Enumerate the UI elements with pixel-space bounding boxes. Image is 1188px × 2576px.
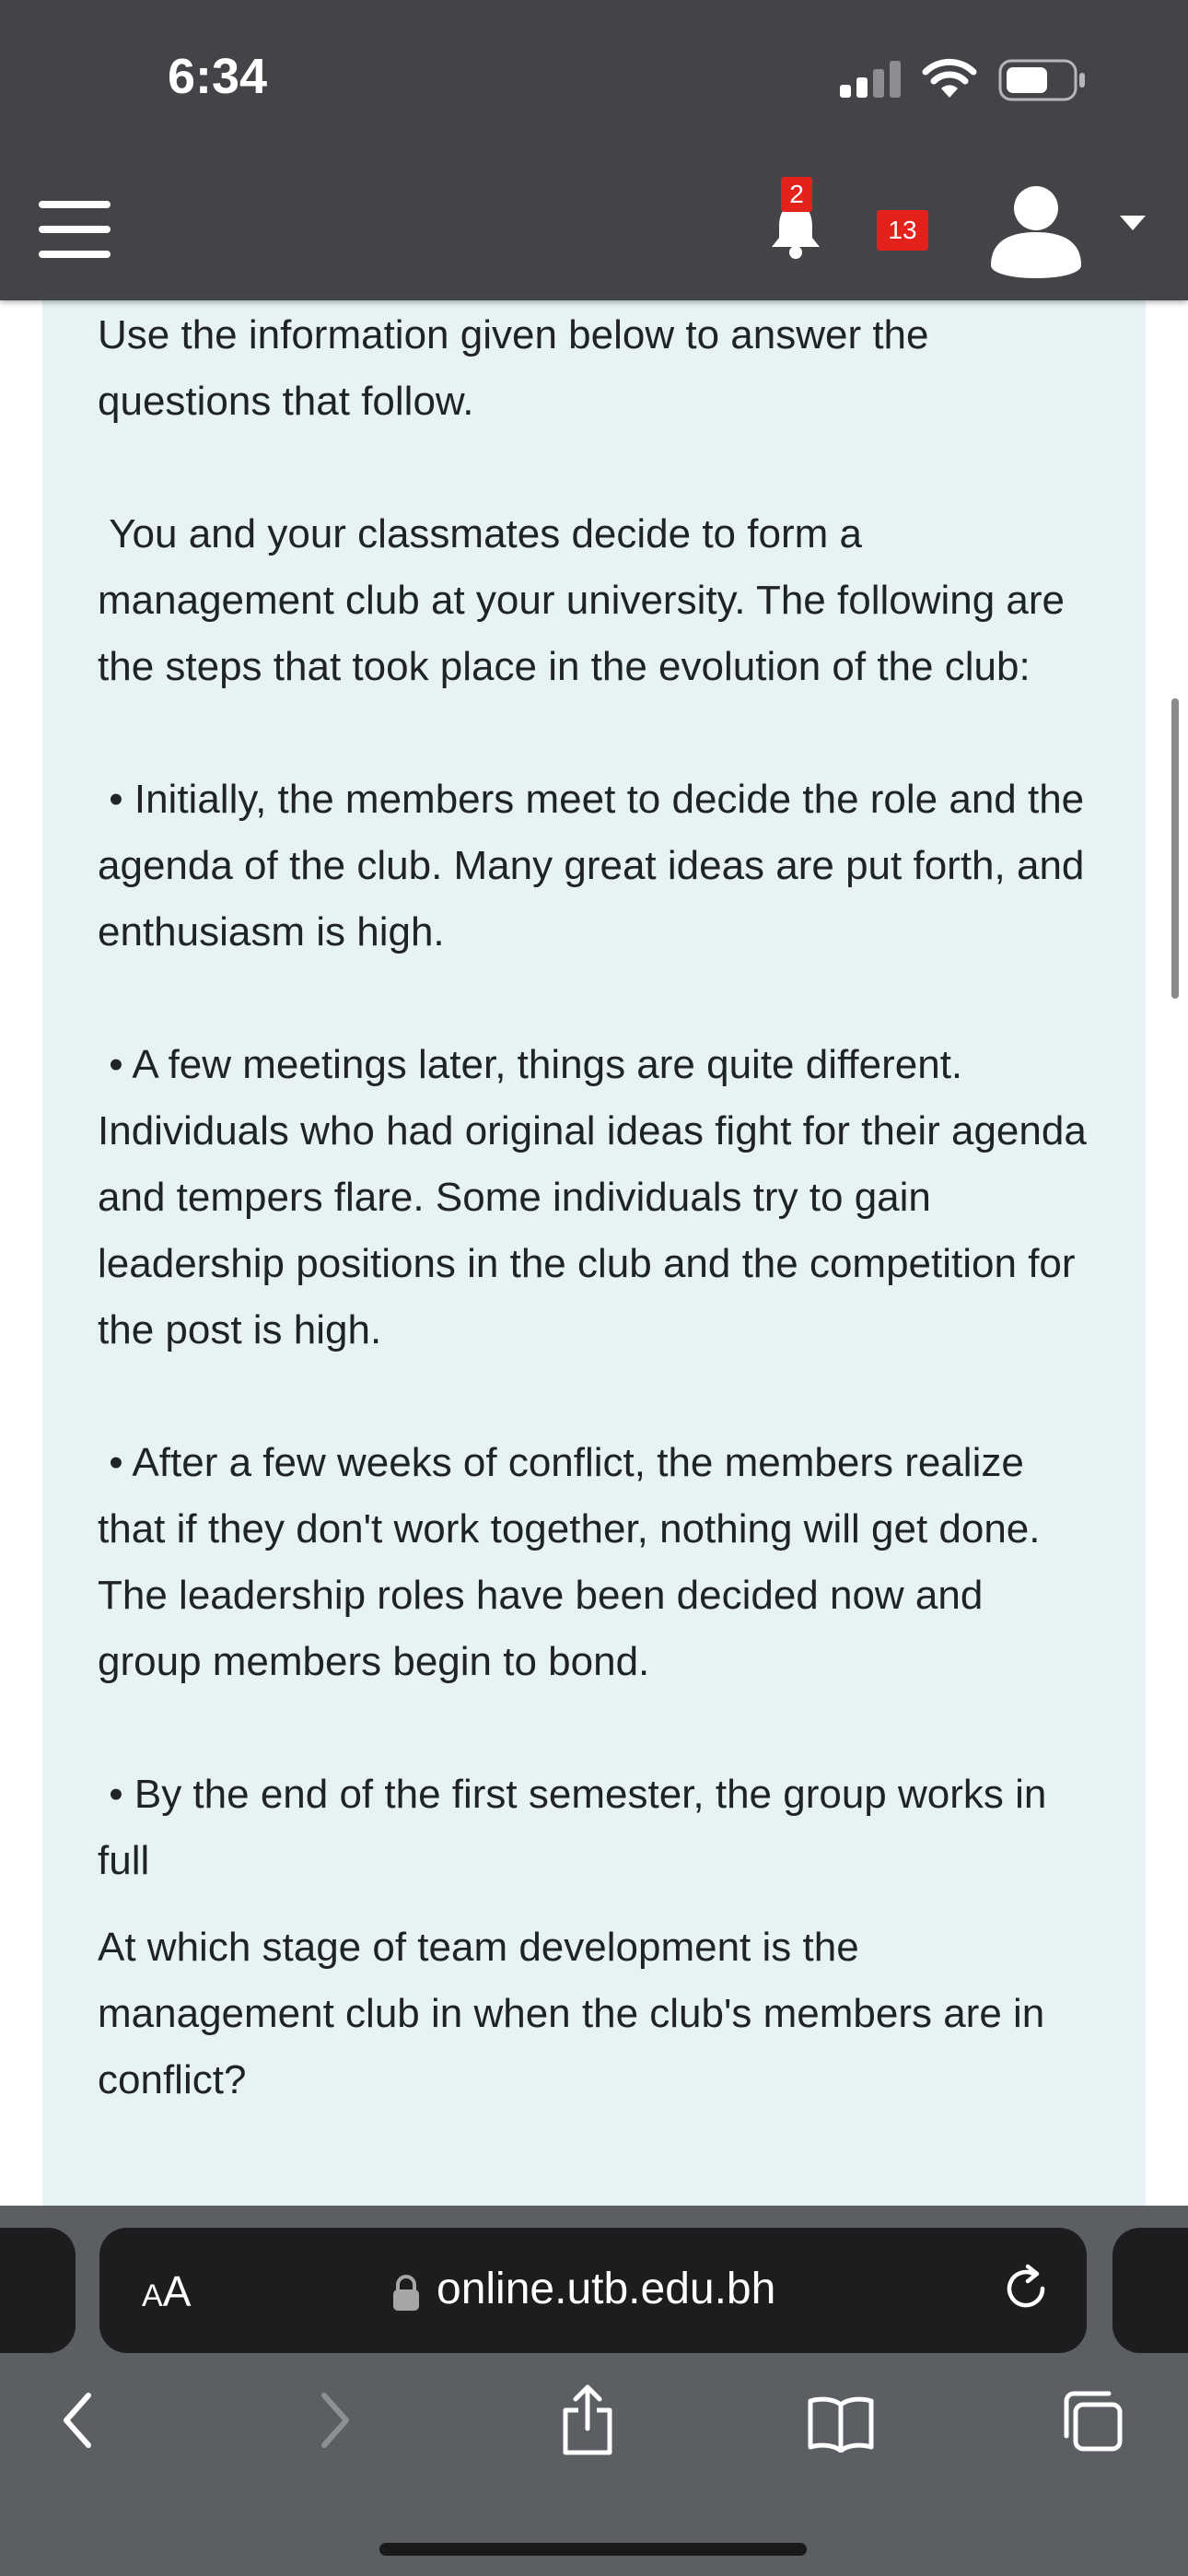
tabs-icon[interactable] [1059,2388,1125,2454]
hamburger-menu-icon[interactable] [39,201,112,258]
user-avatar-icon [987,181,1085,278]
wifi-icon [921,57,978,100]
reload-icon[interactable] [1000,2263,1052,2314]
battery-icon [998,59,1087,101]
previous-tab-edge[interactable] [0,2228,76,2353]
status-time: 6:34 [168,49,268,104]
forward-icon[interactable] [315,2386,355,2454]
next-tab-edge[interactable] [1112,2228,1188,2353]
lock-icon [390,2274,422,2313]
page-settings-button[interactable]: AA [142,2267,192,2315]
home-indicator [379,2543,807,2556]
scrollbar-thumb[interactable] [1171,698,1179,999]
cellular-signal-icon [840,61,904,98]
question-intro: Use the information given below to answer the questions that follow. [98,312,929,424]
bookmarks-icon[interactable] [807,2394,875,2453]
notifications-count-badge: 2 [781,177,812,212]
question-bullet: • After a few weeks of conflict, the members realize that if they don't work together, nothing will get done. The leadership roles have been decided now and group members begin to bond. [98,1440,1051,1684]
question-prompt: At which stage of team development is the management club in when the club's members are in conflict? [98,1925,1045,2102]
question-bullet: • By the end of the first semester, the group works in full [98,1772,1058,1883]
question-bullet: • Initially, the members meet to decide the role and the agenda of the club. Many great ideas are put forth, and enthusiasm is high. [98,777,1096,954]
messages-count-badge: 13 [877,210,928,251]
question-scenario: You and your classmates decide to form a management club at your university. The following are the steps that took place in the evolution of the club: [98,511,1077,689]
question-bullet: • A few meetings later, things are quite different. Individuals who had original ideas fight for their agenda and tempers flare. Some individuals try to gain leadership positions in the club and the competition for the post is high. [98,1042,1099,1352]
question-text [98,302,1099,2113]
chevron-down-icon [1120,216,1146,230]
user-menu-button[interactable] [987,181,1151,282]
url-text: online.utb.edu.bh [437,2265,776,2313]
top-bar [0,0,1188,300]
share-icon[interactable] [558,2383,617,2456]
back-icon[interactable] [57,2386,98,2454]
